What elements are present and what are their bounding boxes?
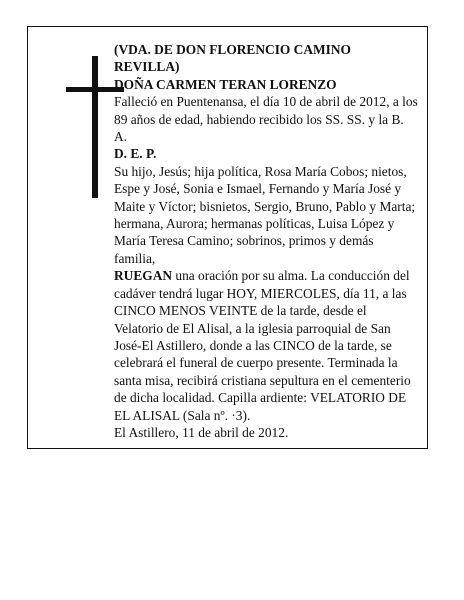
ruegan-word: RUEGAN (114, 268, 173, 284)
widow-line: (VDA. DE DON FLORENCIO CAMINO REVILLA) (114, 42, 351, 75)
cross-vertical-bar (92, 56, 98, 198)
deceased-name: DOÑA CARMEN TERAN LORENZO (114, 76, 337, 92)
notice-body (114, 41, 418, 441)
ruegan-text: una oración por su alma. La conducción del cadáver tendrá lugar HOY, MIERCOLES, día 11, a las CINCO MENOS VEINTE de la tarde, desde el Velatorio de El Alisal, a la iglesia parroquial de San José-El Astillero, donde a las CINCO de la tarde, se celebrará el funeral de cuerpo presente. Terminada la santa misa, recibirá cristiana sepultura en el cementerio de dicha localidad. Capilla ardiente: VELATORIO DE EL ALISAL (Sala nº. ·3). (114, 268, 411, 423)
death-info: Falleció en Puentenansa, el día 10 de abril de 2012, a los 89 años de edad, habiendo recibido los SS. SS. y la B. A. (114, 94, 418, 145)
dep-line: D. E. P. (114, 146, 157, 162)
place-date: El Astillero, 11 de abril de 2012. (114, 424, 289, 440)
ruegan-paragraph (114, 267, 418, 424)
family-list: Su hijo, Jesús; hija política, Rosa María Cobos; nietos, Espe y José, Sonia e Ismael, Fernando y María José y Maite y Víctor; bisnietos, Sergio, Bruno, Pablo y Marta; hermana, Aurora; hermanas políticas, Luisa López y María Teresa Camino; sobrinos, primos y demás familia, (114, 163, 416, 266)
obituary-notice (27, 26, 428, 449)
